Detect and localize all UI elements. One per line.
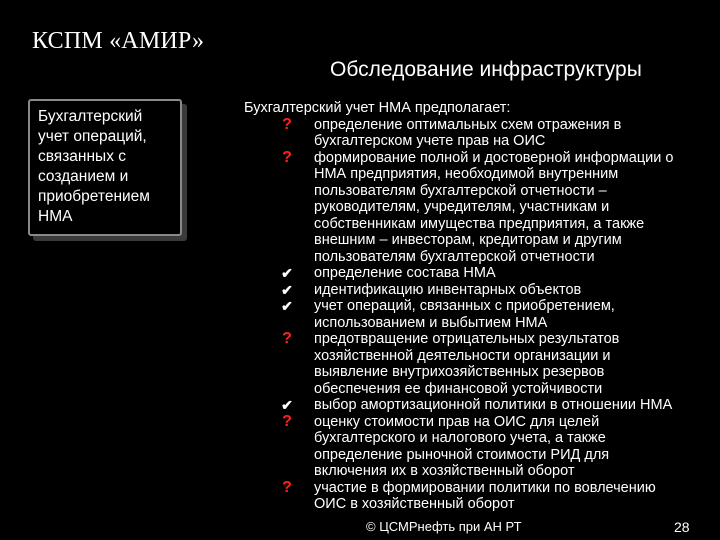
left-callout-box bbox=[28, 99, 182, 236]
slide-title: Обследование инфраструктуры bbox=[330, 58, 642, 81]
question-icon: ? bbox=[282, 478, 292, 496]
list-item bbox=[244, 480, 714, 513]
list-item bbox=[244, 397, 714, 414]
check-icon: ✔ bbox=[281, 397, 293, 413]
left-callout-line: НМА bbox=[38, 208, 73, 225]
list-item-text: идентификацию инвентарных объектов bbox=[314, 281, 582, 298]
left-callout-line: приобретением bbox=[38, 188, 150, 205]
question-icon: ? bbox=[282, 115, 292, 133]
list-item-text: использованием и выбытием НМА bbox=[314, 314, 548, 331]
list-item-text: оценку стоимости прав на ОИС для целей bbox=[314, 413, 600, 430]
list-item bbox=[244, 265, 714, 282]
check-icon: ✔ bbox=[281, 281, 293, 298]
check-icon: ✔ bbox=[281, 265, 293, 281]
left-callout-line: созданием и bbox=[38, 168, 129, 185]
list-item-text: внешним – инвесторам, кредиторам и другим bbox=[314, 232, 622, 248]
left-callout-line: учет операций, bbox=[38, 128, 147, 145]
list-item bbox=[244, 282, 714, 299]
list-item-text: пользователям бухгалтерской отчетности – bbox=[314, 182, 607, 199]
list-item-text: определение рыночной стоимости РИД для bbox=[314, 446, 610, 463]
list-item-text: НМА предприятия, необходимой внутренним bbox=[314, 166, 619, 182]
list-item-text: ОИС в хозяйственный оборот bbox=[314, 496, 515, 512]
list-item-text: хозяйственной деятельности организации и bbox=[314, 347, 611, 364]
content-list bbox=[244, 100, 714, 513]
list-item-text: формирование полной и достоверной информации о bbox=[314, 149, 674, 166]
left-callout-line: Бухгалтерский bbox=[38, 108, 143, 125]
page-number: 28 bbox=[674, 519, 690, 535]
list-item-text: участие в формировании политики по вовлечению bbox=[314, 479, 656, 496]
list-item-text: определение состава НМА bbox=[314, 265, 496, 281]
footer-copyright: © ЦСМРнефть при АН РТ bbox=[366, 519, 522, 534]
question-icon: ? bbox=[282, 412, 292, 430]
list-item-text: обеспечения ее финансовой устойчивости bbox=[314, 380, 603, 397]
list-item-text: бухгалтерского и налогового учета, а также bbox=[314, 430, 606, 446]
list-item bbox=[244, 150, 714, 266]
list-item-text: бухгалтерском учете прав на ОИС bbox=[314, 133, 546, 149]
question-icon: ? bbox=[282, 330, 292, 347]
list-item bbox=[244, 298, 714, 331]
check-icon: ✔ bbox=[281, 298, 293, 314]
list-item-text: предотвращение отрицательных результатов bbox=[314, 331, 620, 347]
list-item bbox=[244, 331, 714, 397]
question-icon: ? bbox=[282, 148, 292, 166]
list-item-text: учет операций, связанных с приобретением, bbox=[314, 298, 615, 314]
list-item-text: определение оптимальных схем отражения в bbox=[314, 116, 622, 133]
list-item-text: пользователям бухгалтерской отчетности bbox=[314, 248, 595, 265]
left-callout-line: связанных с bbox=[38, 148, 126, 165]
list-item-text: собственникам имущества предприятия, а также bbox=[314, 215, 645, 232]
slide-header: КСПМ «АМИР» bbox=[32, 28, 205, 54]
bullet-items bbox=[244, 117, 714, 513]
intro-text: Бухгалтерский учет НМА предполагает: bbox=[244, 100, 511, 116]
list-item-text: выбор амортизационной политики в отношении НМА bbox=[314, 397, 673, 413]
list-item bbox=[244, 414, 714, 480]
list-item-text: руководителям, учредителям, участникам и bbox=[314, 199, 610, 215]
list-item-text: выявление внутрихозяйственных резервов bbox=[314, 364, 605, 380]
left-callout-text bbox=[38, 107, 180, 227]
list-item bbox=[244, 117, 714, 150]
list-item-text: включения их в хозяйственный оборот bbox=[314, 463, 575, 479]
